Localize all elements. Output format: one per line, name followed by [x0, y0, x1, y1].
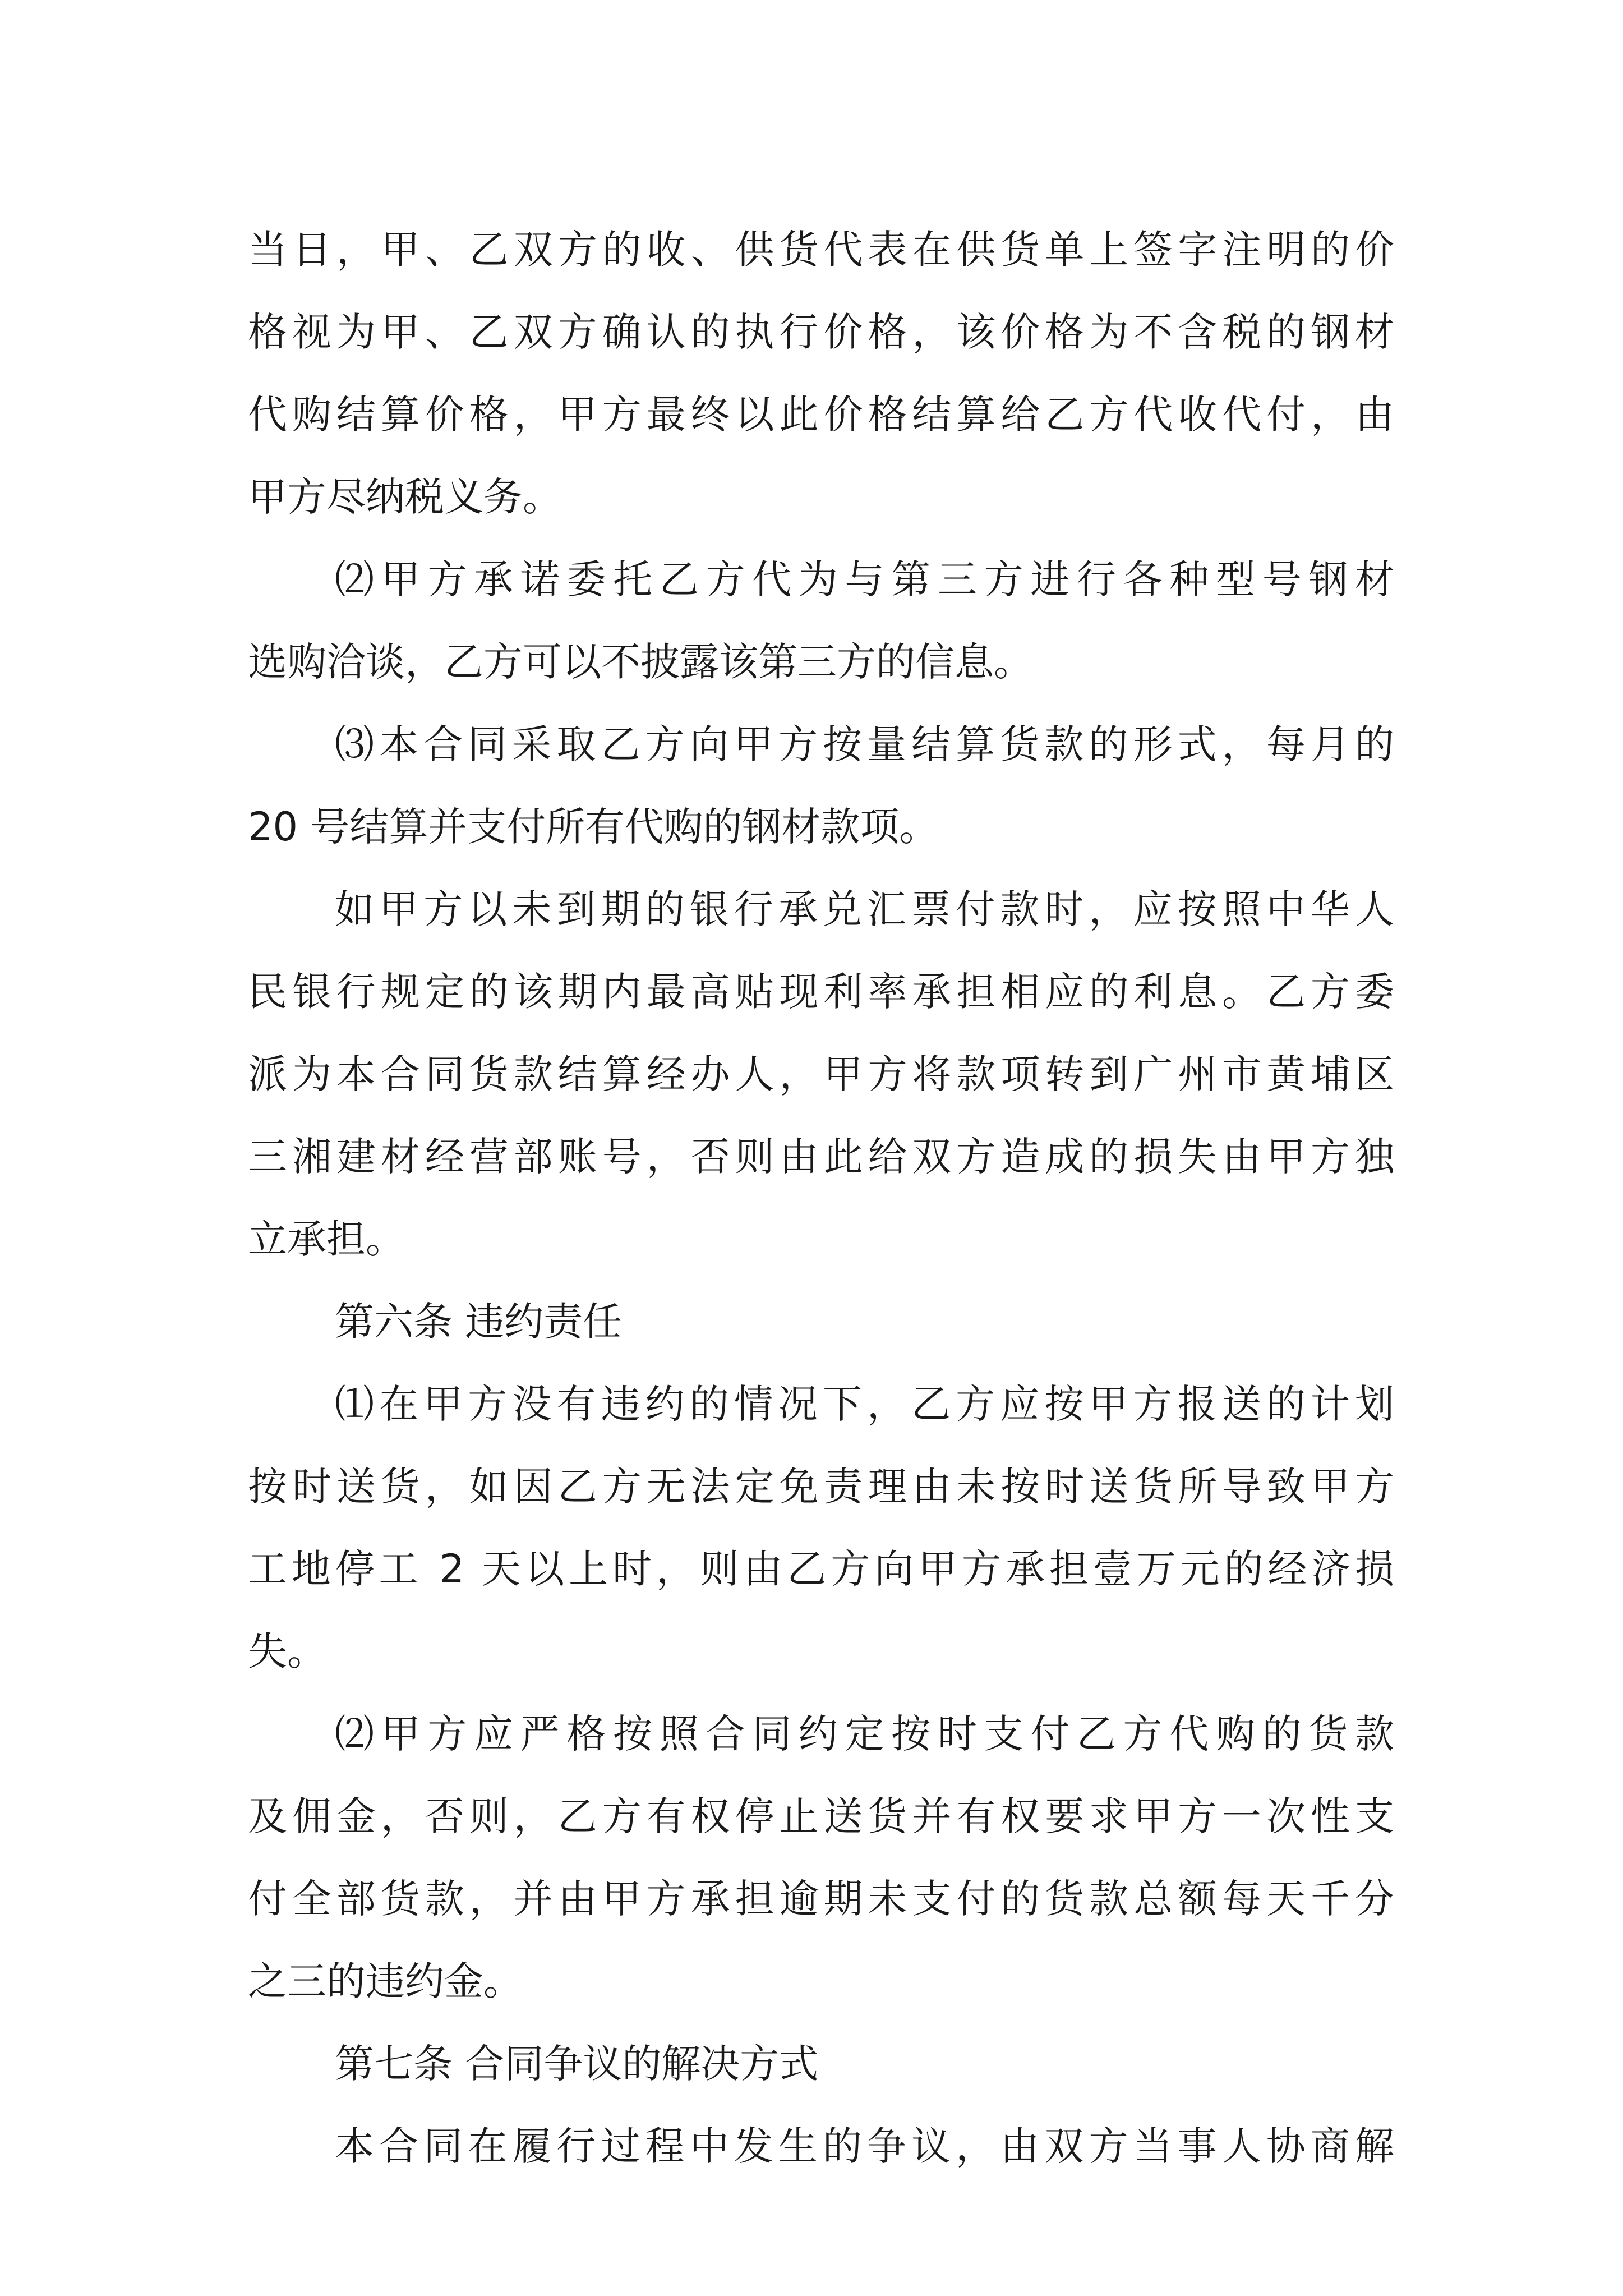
paragraph-line: ⑶本合同采取乙方向甲方按量结算货款的形式，每月的	[335, 721, 1394, 767]
paragraph-line: 当日，甲、乙双方的收、供货代表在供货单上签字注明的价	[248, 227, 1394, 273]
paragraph-line: 之三的违约金。	[248, 1958, 523, 2004]
paragraph-line: 派为本合同货款结算经办人，甲方将款项转到广州市黄埔区	[248, 1051, 1394, 1097]
paragraph-line: 代购结算价格，甲方最终以此价格结算给乙方代收代付，由	[248, 392, 1394, 438]
paragraph-line: ⑵甲方承诺委托乙方代为与第三方进行各种型号钢材	[335, 556, 1394, 602]
paragraph-line: 三湘建材经营部账号，否则由此给双方造成的损失由甲方独	[248, 1134, 1394, 1180]
section-heading-article-7: 第七条 合同争议的解决方式	[335, 2041, 819, 2087]
paragraph-line: 失。	[248, 1628, 326, 1674]
paragraph-line: 如甲方以未到期的银行承兑汇票付款时，应按照中华人	[335, 886, 1394, 932]
paragraph-line: 甲方尽纳税义务。	[248, 474, 562, 520]
paragraph-line: 按时送货，如因乙方无法定免责理由未按时送货所导致甲方	[248, 1464, 1394, 1510]
paragraph-line: 立承担。	[248, 1216, 405, 1262]
paragraph-line: 付全部货款，并由甲方承担逾期未支付的货款总额每天千分	[248, 1876, 1394, 1922]
paragraph-line: 选购洽谈，乙方可以不披露该第三方的信息。	[248, 639, 1033, 685]
paragraph-line: 格视为甲、乙双方确认的执行价格，该价格为不含税的钢材	[248, 309, 1394, 355]
paragraph-line: ⑴在甲方没有违约的情况下，乙方应按甲方报送的计划	[335, 1381, 1394, 1427]
paragraph-line: 20 号结算并支付所有代购的钢材款项。	[248, 804, 939, 850]
paragraph-line: ⑵甲方应严格按照合同约定按时支付乙方代购的货款	[335, 1711, 1394, 1757]
paragraph-line: 及佣金，否则，乙方有权停止送货并有权要求甲方一次性支	[248, 1793, 1394, 1839]
paragraph-line: 民银行规定的该期内最高贴现利率承担相应的利息。乙方委	[248, 969, 1394, 1015]
paragraph-line: 工地停工 2 天以上时，则由乙方向甲方承担壹万元的经济损	[248, 1546, 1394, 1592]
contract-text-body	[248, 209, 1394, 2188]
section-heading-article-6: 第六条 违约责任	[335, 1299, 623, 1345]
paragraph-line: 本合同在履行过程中发生的争议，由双方当事人协商解	[335, 2123, 1394, 2169]
